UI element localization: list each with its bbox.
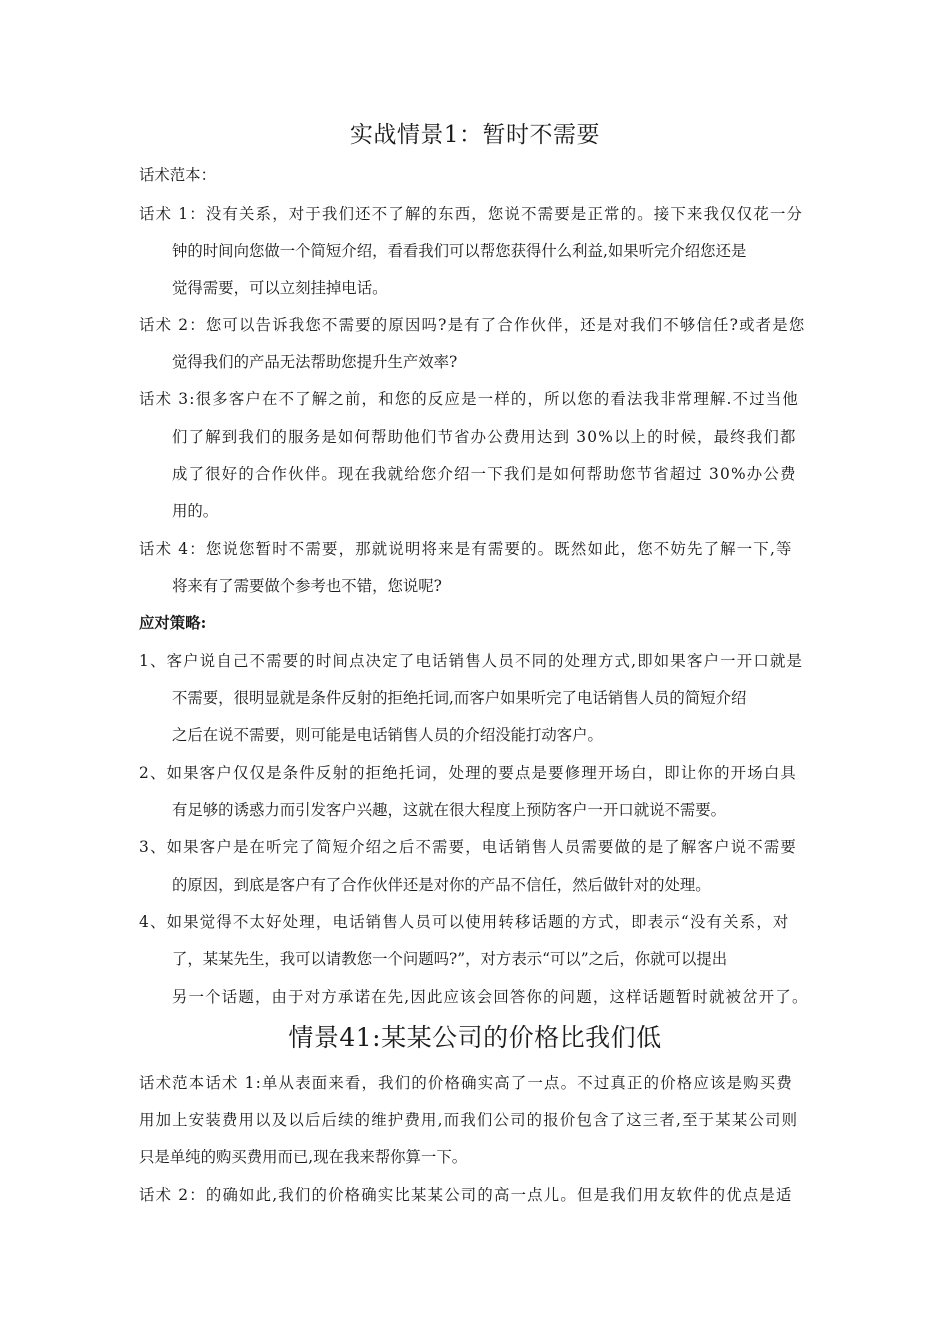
section1-title: 实战情景1：暂时不需要: [349, 122, 601, 148]
script4-line1: 话术 4：您说您暂时不需要，那就说明将来是有需要的。既然如此，您不妨先了解一下,等: [139, 540, 793, 558]
s2-script1-line1: 话术范本话术 1:单从表面来看，我们的价格确实高了一点。不过真正的价格应该是购买费: [139, 1074, 793, 1092]
strategy1-line1: 1、客户说自己不需要的时间点决定了电话销售人员不同的处理方式,即如果客户一开口就是: [139, 652, 804, 670]
strategy3-line2: 的原因，到底是客户有了合作伙伴还是对你的产品不信任，然后做针对的处理。: [172, 876, 711, 894]
strategy2-line1: 2、如果客户仅仅是条件反射的拒绝托词，处理的要点是要修理开场白，即让你的开场白具: [139, 764, 798, 782]
strategy4-line2: 了，某某先生，我可以请教您一个问题吗?”，对方表示“可以”之后，你就可以提出: [172, 950, 728, 968]
script2-line1: 话术 2：您可以告诉我您不需要的原因吗?是有了合作伙伴，还是对我们不够信任?或者是您: [139, 316, 806, 334]
strategy4-line1: 4、如果觉得不太好处理，电话销售人员可以使用转移话题的方式，即表示“没有关系，对: [139, 913, 790, 931]
script1-line3: 觉得需要，可以立刻挂掉电话。: [172, 279, 388, 297]
s2-script2-line1: 话术 2：的确如此,我们的价格确实比某某公司的高一点儿。但是我们用友软件的优点是适: [139, 1186, 793, 1204]
script3-line1: 话术 3:很多客户在不了解之前，和您的反应是一样的，所以您的看法我非常理解.不过当他: [139, 390, 800, 408]
script1-line2: 钟的时间向您做一个简短介绍，看看我们可以帮您获得什么利益,如果听完介绍您还是: [172, 242, 747, 260]
strategy1-line3: 之后在说不需要，则可能是电话销售人员的介绍没能打动客户。: [172, 726, 603, 744]
strategy4-line3: 另一个话题，由于对方承诺在先,因此应该会回答你的问题，这样话题暂时就被岔开了。: [172, 988, 809, 1006]
strategy1-line2: 不需要，很明显就是条件反射的拒绝托词,而客户如果听完了电话销售人员的简短介绍: [172, 689, 747, 707]
section2-title: 情景41:某某公司的价格比我们低: [288, 1023, 662, 1052]
script3-line4: 用的。: [172, 502, 219, 520]
intro-label: 话术范本：: [139, 166, 216, 184]
s2-script1-line2: 用加上安装费用以及以后后续的维护费用,而我们公司的报价包含了这三者,至于某某公司则: [139, 1111, 799, 1129]
script4-line2: 将来有了需要做个参考也不错，您说呢?: [172, 577, 442, 595]
strategy3-line1: 3、如果客户是在听完了简短介绍之后不需要，电话销售人员需要做的是了解客户说不需要: [139, 838, 798, 856]
strategy2-line2: 有足够的诱惑力而引发客户兴趣，这就在很大程度上预防客户一开口就说不需要。: [172, 801, 727, 819]
script3-line3: 成了很好的合作伙伴。现在我就给您介绍一下我们是如何帮助您节省超过 30%办公费: [172, 465, 797, 483]
script2-line2: 觉得我们的产品无法帮助您提升生产效率?: [172, 353, 458, 371]
s2-script1-line3: 只是单纯的购买费用而已,现在我来帮你算一下。: [139, 1148, 468, 1166]
strategy-label: 应对策略:: [139, 614, 207, 632]
script3-line2: 们了解到我们的服务是如何帮助他们节省办公费用达到 30%以上的时候，最终我们都: [172, 428, 797, 446]
script1-line1: 话术 1：没有关系，对于我们还不了解的东西，您说不需要是正常的。接下来我仅仅花一分: [139, 205, 804, 223]
